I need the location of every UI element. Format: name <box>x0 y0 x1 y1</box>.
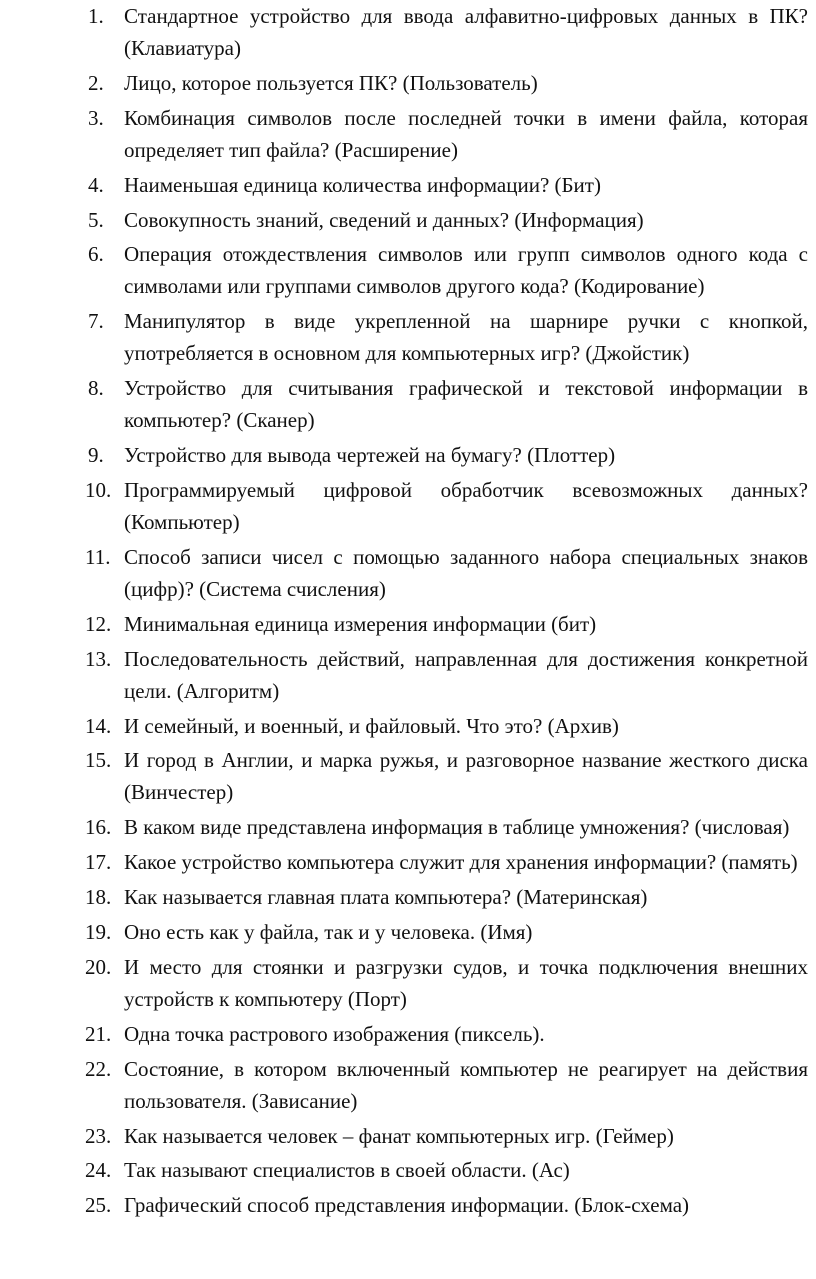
item-text: Операция отождествления символов или групп символов одного кода с символами или группами символов другого кода? (Кодирование) <box>124 242 808 299</box>
list-item <box>0 608 808 640</box>
item-number: 15. <box>85 748 112 773</box>
item-number: 11. <box>85 544 111 569</box>
item-text: Оно есть как у файла, так и у человека. (Имя) <box>124 920 533 945</box>
item-number: 17. <box>85 850 112 875</box>
list-item <box>0 372 808 436</box>
item-text: Комбинация символов после последней точки в имени файла, которая определяет тип файла? (Расширение) <box>124 105 808 162</box>
item-text: Программируемый цифровой обработчик всевозможных данных? (Компьютер) <box>124 478 808 535</box>
item-text: Как называется главная плата компьютера? (Материнская) <box>124 885 648 910</box>
item-number: 24. <box>85 1158 112 1183</box>
item-text: Устройство для вывода чертежей на бумагу? (Плоттер) <box>124 443 616 468</box>
item-number: 8. <box>88 376 104 401</box>
item-text: Манипулятор в виде укрепленной на шарнире ручки с кнопкой, употребляется в основном для компьютерных игр? (Джойстик) <box>124 309 808 366</box>
item-number: 3. <box>88 105 104 130</box>
list-item <box>0 846 808 878</box>
item-text: Какое устройство компьютера служит для хранения информации? (память) <box>124 850 798 875</box>
list-item <box>0 0 808 64</box>
item-number: 7. <box>88 309 104 334</box>
item-text: И семейный, и военный, и файловый. Что это? (Архив) <box>124 713 619 738</box>
item-number: 25. <box>85 1193 112 1218</box>
item-number: 22. <box>85 1056 112 1081</box>
item-number: 19. <box>85 920 112 945</box>
item-text: Последовательность действий, направленная для достижения конкретной цели. (Алгоритм) <box>124 646 808 703</box>
list-item <box>0 67 808 99</box>
item-number: 18. <box>85 885 112 910</box>
item-text: И место для стоянки и разгрузки судов, и точка подключения внешних устройств к компьютеру (Порт) <box>124 954 808 1011</box>
list-item <box>0 1120 808 1152</box>
item-text: В каком виде представлена информация в таблице умножения? (числовая) <box>124 815 790 840</box>
item-text: Устройство для считывания графической и текстовой информации в компьютер? (Сканер) <box>124 376 808 433</box>
list-item <box>0 102 808 166</box>
list-item <box>0 238 808 302</box>
item-number: 23. <box>85 1123 112 1148</box>
list-item <box>0 439 808 471</box>
item-number: 9. <box>88 443 104 468</box>
item-text: Как называется человек – фанат компьютерных игр. (Геймер) <box>124 1123 674 1148</box>
list-item <box>0 643 808 707</box>
list-item <box>0 710 808 742</box>
list-item <box>0 881 808 913</box>
item-text: Наименьшая единица количества информации? (Бит) <box>124 172 601 197</box>
item-text: Способ записи чисел с помощью заданного набора специальных знаков (цифр)? (Система счисления) <box>124 544 808 601</box>
item-text: Минимальная единица измерения информации (бит) <box>124 611 597 636</box>
item-text: Графический способ представления информации. (Блок-схема) <box>124 1193 690 1218</box>
item-number: 10. <box>85 478 112 503</box>
item-number: 14. <box>85 713 112 738</box>
list-item <box>0 1154 808 1186</box>
item-number: 1. <box>88 4 104 28</box>
item-number: 4. <box>88 172 104 197</box>
item-number: 21. <box>85 1021 112 1046</box>
list-item <box>0 1189 808 1221</box>
item-number: 6. <box>88 242 104 267</box>
item-number: 2. <box>88 70 104 95</box>
item-number: 20. <box>85 954 112 979</box>
item-text: Лицо, которое пользуется ПК? (Пользователь) <box>124 70 538 95</box>
item-number: 16. <box>85 815 112 840</box>
item-text: Состояние, в котором включенный компьютер не реагирует на действия пользователя. (Зависание) <box>124 1056 808 1113</box>
item-number: 5. <box>88 207 104 232</box>
list-item <box>0 811 808 843</box>
list-item <box>0 916 808 948</box>
list-item <box>0 951 808 1015</box>
item-number: 13. <box>85 646 112 671</box>
list-item <box>0 305 808 369</box>
list-item <box>0 1018 808 1050</box>
item-text: И город в Англии, и марка ружья, и разговорное название жесткого диска (Винчестер) <box>124 748 808 805</box>
list-item <box>0 541 808 605</box>
item-number: 12. <box>85 611 112 636</box>
list-item <box>0 169 808 201</box>
item-text: Совокупность знаний, сведений и данных? (Информация) <box>124 207 644 232</box>
list-item <box>0 1053 808 1117</box>
item-text: Стандартное устройство для ввода алфавитно-цифровых данных в ПК? (Клавиатура) <box>124 4 808 60</box>
list-item <box>0 744 808 808</box>
item-text: Одна точка растрового изображения (пиксель). <box>124 1021 545 1046</box>
list-item <box>0 204 808 236</box>
item-text: Так называют специалистов в своей области. (Ас) <box>124 1158 570 1183</box>
list-item <box>0 474 808 538</box>
